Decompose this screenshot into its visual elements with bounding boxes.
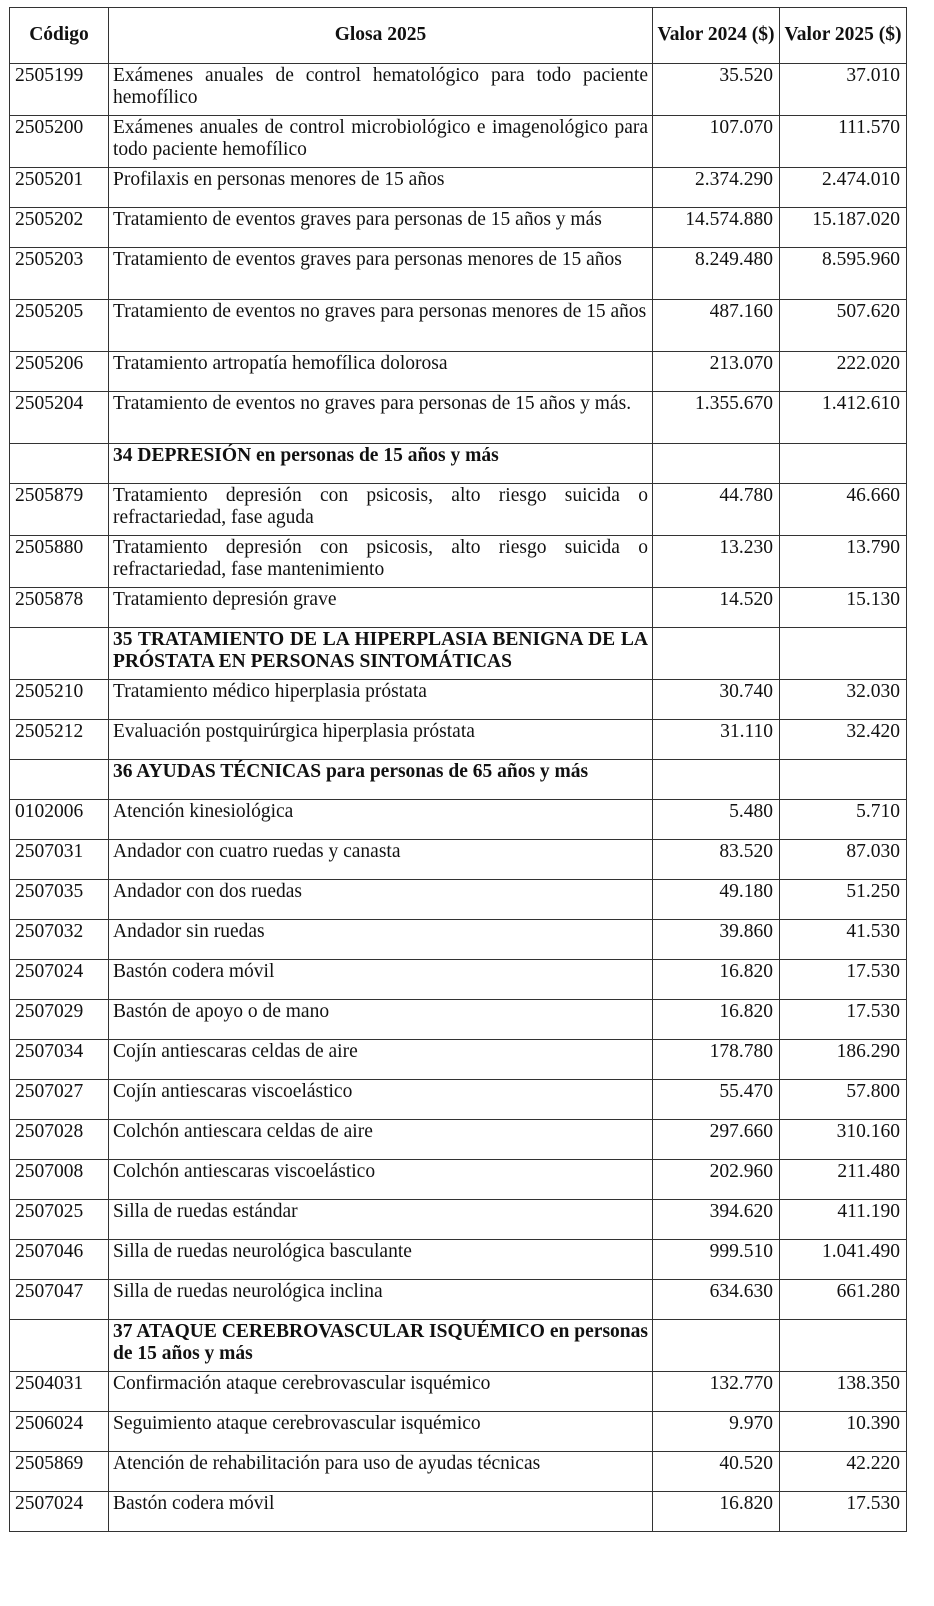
- value-2024-cell: 1.355.670: [653, 392, 780, 444]
- section-row: [10, 1320, 907, 1372]
- code-cell: 2505205: [10, 300, 109, 352]
- code-cell: 2507008: [10, 1160, 109, 1200]
- table-row: [10, 248, 907, 300]
- code-cell: 2505206: [10, 352, 109, 392]
- description-cell: Atención kinesiológica: [109, 800, 653, 840]
- value-2024-cell: 487.160: [653, 300, 780, 352]
- value-2024-cell: 16.820: [653, 1492, 780, 1532]
- code-cell: 2507029: [10, 1000, 109, 1040]
- value-2024-cell: 49.180: [653, 880, 780, 920]
- table-row: [10, 300, 907, 352]
- section-empty-cell: [653, 1320, 780, 1372]
- code-cell: 2505204: [10, 392, 109, 444]
- value-2024-cell: 30.740: [653, 680, 780, 720]
- value-2024-cell: 16.820: [653, 960, 780, 1000]
- description-cell: Profilaxis en personas menores de 15 años: [109, 168, 653, 208]
- table-row: [10, 1040, 907, 1080]
- code-cell: 2505869: [10, 1452, 109, 1492]
- table-row: [10, 1160, 907, 1200]
- value-2025-cell: 87.030: [780, 840, 907, 880]
- value-2025-cell: 32.420: [780, 720, 907, 760]
- table-row: [10, 840, 907, 880]
- table-row: [10, 1280, 907, 1320]
- section-title: 36 AYUDAS TÉCNICAS para personas de 65 años y más: [109, 760, 653, 800]
- section-empty-cell: [780, 760, 907, 800]
- value-2025-cell: 51.250: [780, 880, 907, 920]
- description-cell: Tratamiento de eventos no graves para personas de 15 años y más.: [109, 392, 653, 444]
- table-row: [10, 1000, 907, 1040]
- code-cell: 2507047: [10, 1280, 109, 1320]
- table-row: [10, 800, 907, 840]
- value-2024-cell: 297.660: [653, 1120, 780, 1160]
- section-empty-cell: [780, 628, 907, 680]
- section-code-cell: [10, 444, 109, 484]
- value-2025-cell: 310.160: [780, 1120, 907, 1160]
- value-2024-cell: 83.520: [653, 840, 780, 880]
- value-2025-cell: 111.570: [780, 116, 907, 168]
- table-row: [10, 484, 907, 536]
- header-codigo: Código: [10, 8, 109, 64]
- description-cell: Tratamiento de eventos graves para personas menores de 15 años: [109, 248, 653, 300]
- value-2025-cell: 1.041.490: [780, 1240, 907, 1280]
- description-cell: Andador con cuatro ruedas y canasta: [109, 840, 653, 880]
- price-table: [9, 7, 907, 1532]
- code-cell: 2505203: [10, 248, 109, 300]
- table-row: [10, 1412, 907, 1452]
- description-cell: Tratamiento depresión grave: [109, 588, 653, 628]
- description-cell: Tratamiento médico hiperplasia próstata: [109, 680, 653, 720]
- table-row: [10, 588, 907, 628]
- code-cell: 2507028: [10, 1120, 109, 1160]
- value-2025-cell: 1.412.610: [780, 392, 907, 444]
- code-cell: 2505201: [10, 168, 109, 208]
- description-cell: Evaluación postquirúrgica hiperplasia próstata: [109, 720, 653, 760]
- value-2025-cell: 13.790: [780, 536, 907, 588]
- description-cell: Bastón codera móvil: [109, 1492, 653, 1532]
- value-2024-cell: 39.860: [653, 920, 780, 960]
- table-row: [10, 1200, 907, 1240]
- table-body: [10, 64, 907, 1532]
- value-2024-cell: 8.249.480: [653, 248, 780, 300]
- value-2024-cell: 9.970: [653, 1412, 780, 1452]
- section-code-cell: [10, 628, 109, 680]
- description-cell: Silla de ruedas neurológica inclina: [109, 1280, 653, 1320]
- table-header-row: [10, 8, 907, 64]
- value-2025-cell: 42.220: [780, 1452, 907, 1492]
- value-2025-cell: 661.280: [780, 1280, 907, 1320]
- table-row: [10, 168, 907, 208]
- section-empty-cell: [653, 628, 780, 680]
- table-row: [10, 116, 907, 168]
- value-2024-cell: 132.770: [653, 1372, 780, 1412]
- code-cell: 2507027: [10, 1080, 109, 1120]
- value-2025-cell: 32.030: [780, 680, 907, 720]
- table-row: [10, 1120, 907, 1160]
- code-cell: 2507024: [10, 960, 109, 1000]
- section-code-cell: [10, 760, 109, 800]
- section-row: [10, 444, 907, 484]
- code-cell: 2507031: [10, 840, 109, 880]
- value-2024-cell: 16.820: [653, 1000, 780, 1040]
- value-2025-cell: 57.800: [780, 1080, 907, 1120]
- description-cell: Confirmación ataque cerebrovascular isquémico: [109, 1372, 653, 1412]
- value-2024-cell: 13.230: [653, 536, 780, 588]
- code-cell: 2507034: [10, 1040, 109, 1080]
- value-2024-cell: 44.780: [653, 484, 780, 536]
- value-2025-cell: 15.130: [780, 588, 907, 628]
- description-cell: Colchón antiescara celdas de aire: [109, 1120, 653, 1160]
- value-2024-cell: 5.480: [653, 800, 780, 840]
- table-row: [10, 352, 907, 392]
- section-title: 35 TRATAMIENTO DE LA HIPERPLASIA BENIGNA DE LA PRÓSTATA EN PERSONAS SINTOMÁTICAS: [109, 628, 653, 680]
- value-2025-cell: 37.010: [780, 64, 907, 116]
- code-cell: 2505880: [10, 536, 109, 588]
- description-cell: Andador con dos ruedas: [109, 880, 653, 920]
- value-2025-cell: 17.530: [780, 1000, 907, 1040]
- description-cell: Cojín antiescaras celdas de aire: [109, 1040, 653, 1080]
- value-2025-cell: 41.530: [780, 920, 907, 960]
- table-row: [10, 680, 907, 720]
- value-2025-cell: 186.290: [780, 1040, 907, 1080]
- description-cell: Colchón antiescaras viscoelástico: [109, 1160, 653, 1200]
- value-2025-cell: 17.530: [780, 960, 907, 1000]
- value-2025-cell: 46.660: [780, 484, 907, 536]
- description-cell: Tratamiento artropatía hemofílica dolorosa: [109, 352, 653, 392]
- code-cell: 2507024: [10, 1492, 109, 1532]
- table-row: [10, 536, 907, 588]
- value-2025-cell: 138.350: [780, 1372, 907, 1412]
- value-2025-cell: 2.474.010: [780, 168, 907, 208]
- value-2024-cell: 107.070: [653, 116, 780, 168]
- code-cell: 2507025: [10, 1200, 109, 1240]
- code-cell: 2507046: [10, 1240, 109, 1280]
- value-2024-cell: 178.780: [653, 1040, 780, 1080]
- table-row: [10, 1492, 907, 1532]
- table-row: [10, 1452, 907, 1492]
- table-row: [10, 960, 907, 1000]
- code-cell: 0102006: [10, 800, 109, 840]
- value-2025-cell: 10.390: [780, 1412, 907, 1452]
- code-cell: 2507032: [10, 920, 109, 960]
- value-2024-cell: 31.110: [653, 720, 780, 760]
- description-cell: Tratamiento de eventos graves para personas de 15 años y más: [109, 208, 653, 248]
- description-cell: Cojín antiescaras viscoelástico: [109, 1080, 653, 1120]
- value-2025-cell: 507.620: [780, 300, 907, 352]
- value-2024-cell: 55.470: [653, 1080, 780, 1120]
- value-2024-cell: 394.620: [653, 1200, 780, 1240]
- section-empty-cell: [780, 444, 907, 484]
- value-2025-cell: 222.020: [780, 352, 907, 392]
- description-cell: Tratamiento depresión con psicosis, alto riesgo suicida o refractariedad, fase mantenimiento: [109, 536, 653, 588]
- table-row: [10, 392, 907, 444]
- section-empty-cell: [653, 760, 780, 800]
- description-cell: Tratamiento de eventos no graves para personas menores de 15 años: [109, 300, 653, 352]
- value-2024-cell: 35.520: [653, 64, 780, 116]
- code-cell: 2505200: [10, 116, 109, 168]
- description-cell: Bastón de apoyo o de mano: [109, 1000, 653, 1040]
- code-cell: 2505878: [10, 588, 109, 628]
- code-cell: 2506024: [10, 1412, 109, 1452]
- description-cell: Silla de ruedas estándar: [109, 1200, 653, 1240]
- description-cell: Bastón codera móvil: [109, 960, 653, 1000]
- value-2025-cell: 15.187.020: [780, 208, 907, 248]
- table-row: [10, 1372, 907, 1412]
- table-row: [10, 1240, 907, 1280]
- section-title: 34 DEPRESIÓN en personas de 15 años y más: [109, 444, 653, 484]
- section-row: [10, 760, 907, 800]
- code-cell: 2505199: [10, 64, 109, 116]
- header-glosa: Glosa 2025: [109, 8, 653, 64]
- section-code-cell: [10, 1320, 109, 1372]
- table-row: [10, 1080, 907, 1120]
- description-cell: Andador sin ruedas: [109, 920, 653, 960]
- code-cell: 2507035: [10, 880, 109, 920]
- description-cell: Tratamiento depresión con psicosis, alto riesgo suicida o refractariedad, fase aguda: [109, 484, 653, 536]
- value-2024-cell: 14.520: [653, 588, 780, 628]
- value-2024-cell: 213.070: [653, 352, 780, 392]
- table-row: [10, 880, 907, 920]
- description-cell: Atención de rehabilitación para uso de ayudas técnicas: [109, 1452, 653, 1492]
- value-2025-cell: 5.710: [780, 800, 907, 840]
- table-row: [10, 720, 907, 760]
- header-valor-2025: Valor 2025 ($): [780, 8, 907, 64]
- header-valor-2024: Valor 2024 ($): [653, 8, 780, 64]
- value-2024-cell: 2.374.290: [653, 168, 780, 208]
- code-cell: 2505879: [10, 484, 109, 536]
- value-2024-cell: 14.574.880: [653, 208, 780, 248]
- value-2024-cell: 999.510: [653, 1240, 780, 1280]
- value-2025-cell: 8.595.960: [780, 248, 907, 300]
- code-cell: 2505210: [10, 680, 109, 720]
- value-2024-cell: 634.630: [653, 1280, 780, 1320]
- section-empty-cell: [780, 1320, 907, 1372]
- description-cell: Exámenes anuales de control hematológico para todo paciente hemofílico: [109, 64, 653, 116]
- section-row: [10, 628, 907, 680]
- code-cell: 2505202: [10, 208, 109, 248]
- description-cell: Seguimiento ataque cerebrovascular isquémico: [109, 1412, 653, 1452]
- value-2024-cell: 40.520: [653, 1452, 780, 1492]
- description-cell: Silla de ruedas neurológica basculante: [109, 1240, 653, 1280]
- section-empty-cell: [653, 444, 780, 484]
- code-cell: 2504031: [10, 1372, 109, 1412]
- table-row: [10, 920, 907, 960]
- value-2025-cell: 211.480: [780, 1160, 907, 1200]
- table-row: [10, 64, 907, 116]
- value-2024-cell: 202.960: [653, 1160, 780, 1200]
- value-2025-cell: 17.530: [780, 1492, 907, 1532]
- table-row: [10, 208, 907, 248]
- value-2025-cell: 411.190: [780, 1200, 907, 1240]
- code-cell: 2505212: [10, 720, 109, 760]
- description-cell: Exámenes anuales de control microbiológico e imagenológico para todo paciente hemofílico: [109, 116, 653, 168]
- section-title: 37 ATAQUE CEREBROVASCULAR ISQUÉMICO en personas de 15 años y más: [109, 1320, 653, 1372]
